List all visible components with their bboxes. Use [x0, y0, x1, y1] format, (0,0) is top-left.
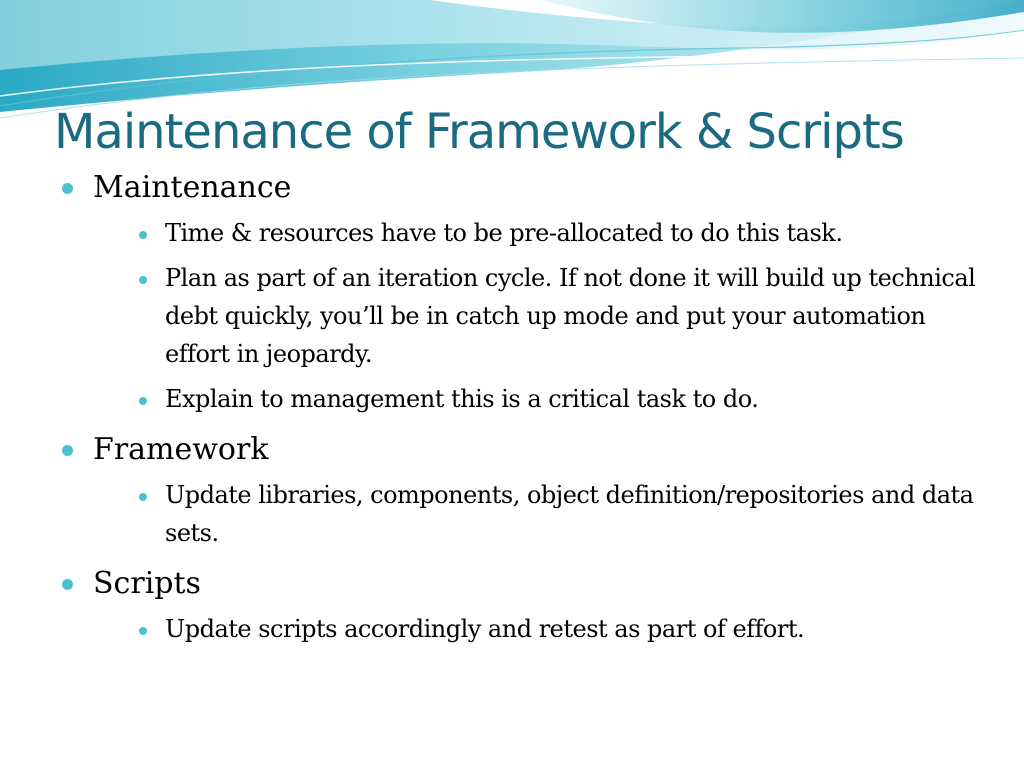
list-item: [93, 214, 982, 252]
slide-body: [62, 170, 982, 648]
section-heading: Scripts: [93, 566, 201, 601]
list-item-text: Update scripts accordingly and retest as part of effort.: [165, 615, 805, 643]
bullet-icon: [139, 493, 147, 501]
list-item: [93, 380, 982, 418]
bullet-icon: [62, 579, 73, 590]
bullet-list: [62, 170, 982, 648]
list-item-text: Time & resources have to be pre-allocated to do this task.: [165, 219, 843, 247]
section-scripts: [62, 566, 982, 648]
list-item: [93, 610, 982, 648]
section-heading: Framework: [93, 432, 269, 467]
section-framework: [62, 432, 982, 552]
sub-list: [93, 476, 982, 552]
list-item-text: Plan as part of an iteration cycle. If not done it will build up technical debt quickly, you’ll be in catch up mode and put your automation effort in jeopardy.: [165, 264, 976, 368]
bullet-icon: [62, 445, 73, 456]
slide-title: Maintenance of Framework & Scripts: [54, 104, 904, 160]
sub-list: [93, 610, 982, 648]
section-maintenance: [62, 170, 982, 418]
bullet-icon: [139, 276, 147, 284]
sub-list: [93, 214, 982, 418]
bullet-icon: [62, 183, 73, 194]
bullet-icon: [139, 231, 147, 239]
bullet-icon: [139, 397, 147, 405]
section-heading: Maintenance: [93, 170, 292, 205]
list-item: [93, 259, 982, 373]
list-item-text: Explain to management this is a critical task to do.: [165, 385, 759, 413]
bullet-icon: [139, 627, 147, 635]
list-item-text: Update libraries, components, object definition/repositories and data sets.: [165, 481, 974, 547]
list-item: [93, 476, 982, 552]
